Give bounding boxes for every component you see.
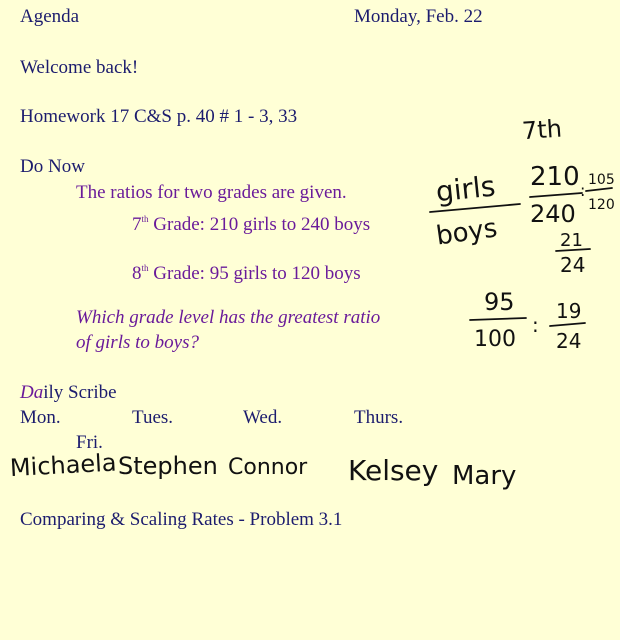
hw-240: 240 — [530, 200, 576, 228]
hw-24a: 24 — [560, 253, 586, 277]
hw-name-tues: Stephen — [118, 452, 218, 480]
day-thurs: Thurs. — [354, 407, 404, 428]
hw-100: 100 — [474, 327, 516, 352]
grade7-number: 7 — [132, 214, 142, 235]
grade7-text: Grade: 210 girls to 240 boys — [148, 214, 371, 235]
hw-19-24-bar — [550, 323, 585, 326]
hw-210: 210 — [530, 162, 580, 192]
day-fri: Fri. — [76, 432, 103, 453]
hw-19: 19 — [556, 299, 582, 323]
daily-scribe-heading-rest: ily Scribe — [43, 382, 117, 403]
hw-95-100-bar — [470, 318, 526, 320]
agenda-title: Agenda — [20, 6, 80, 27]
day-mon: Mon. — [20, 407, 61, 428]
day-wed: Wed. — [243, 407, 283, 428]
hw-name-thurs: Kelsey — [348, 454, 439, 487]
grade8-number: 8 — [132, 263, 142, 284]
day-tues: Tues. — [132, 407, 174, 428]
hw-105-120-bar — [586, 188, 612, 191]
agenda-date: Monday, Feb. 22 — [354, 6, 483, 27]
hw-21: 21 — [560, 230, 583, 251]
grade7-suffix: th — [141, 214, 149, 224]
hw-24b: 24 — [556, 329, 582, 353]
welcome-text: Welcome back! — [20, 57, 139, 78]
grade8-text: Grade: 95 girls to 120 boys — [148, 263, 361, 284]
lesson-title: Comparing & Scaling Rates - Problem 3.1 — [20, 509, 343, 530]
hw-equals-2: : — [532, 313, 539, 337]
homework-text: Homework 17 C&S p. 40 # 1 - 3, 33 — [20, 106, 298, 127]
question-line-1: Which grade level has the greatest ratio — [76, 307, 381, 328]
hw-boys: boys — [434, 213, 500, 252]
hw-girls: girls — [434, 169, 497, 209]
daily-scribe-heading-em: Da — [20, 382, 44, 403]
hw-105: 105 — [588, 172, 615, 188]
hw-name-mon: Michaela — [9, 448, 118, 483]
grade8-suffix: th — [141, 263, 149, 273]
hw-name-wed: Connor — [228, 455, 308, 480]
hw-7th-label: 7th — [521, 114, 563, 146]
do-now-heading: Do Now — [20, 156, 85, 177]
do-now-intro: The ratios for two grades are given. — [76, 182, 347, 203]
hw-equals-1: : — [580, 181, 586, 200]
hw-name-fri: Mary — [452, 461, 517, 491]
hw-120: 120 — [588, 197, 615, 213]
question-line-2: of girls to boys? — [76, 332, 199, 353]
hw-210-240-bar — [530, 193, 582, 197]
hw-95: 95 — [484, 288, 515, 316]
